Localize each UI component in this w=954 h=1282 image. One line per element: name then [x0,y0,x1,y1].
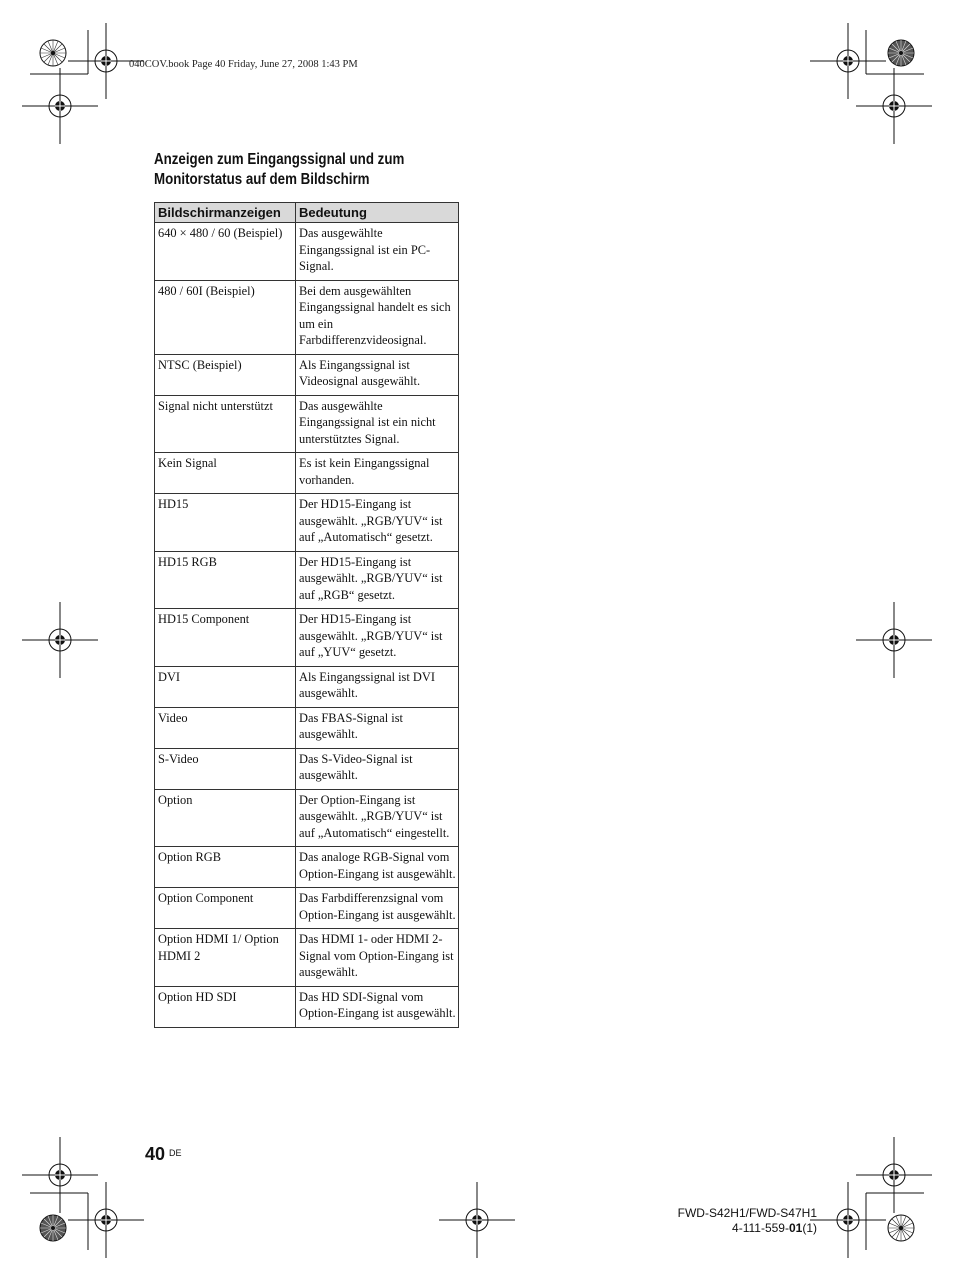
cell-display: Option [155,789,296,847]
cell-meaning: Der Option-Eingang ist ausgewählt. „RGB/YUV“ ist auf „Automatisch“ eingestellt. [296,789,459,847]
table-row [155,666,459,707]
section-title [154,150,429,190]
table-row [155,223,459,281]
cell-display: 480 / 60I (Beispiel) [155,280,296,354]
page-number: 40 [145,1144,166,1164]
table-row [155,280,459,354]
table-row [155,354,459,395]
table-row [155,494,459,552]
table-row [155,929,459,987]
table-row [155,609,459,667]
cell-display: HD15 [155,494,296,552]
cell-meaning: Es ist kein Eingangssignal vorhanden. [296,453,459,494]
cell-display: Option Component [155,888,296,929]
cell-meaning: Das HDMI 1- oder HDMI 2-Signal vom Option-Eingang ist ausgewählt. [296,929,459,987]
model-info [678,1206,817,1236]
document-code-bold: 01 [788,1221,803,1235]
cell-display: NTSC (Beispiel) [155,354,296,395]
table-row [155,453,459,494]
table-row [155,888,459,929]
cell-meaning: Der HD15-Eingang ist ausgewählt. „RGB/YUV“ ist auf „RGB“ gesetzt. [296,551,459,609]
table-row [155,395,459,453]
cell-display: DVI [155,666,296,707]
cell-display: HD15 RGB [155,551,296,609]
cell-meaning: Das HD SDI-Signal vom Option-Eingang ist ausgewählt. [296,986,459,1027]
column-header-meaning: Bedeutung [296,203,459,223]
cell-meaning: Das ausgewählte Eingangssignal ist ein nicht unterstütztes Signal. [296,395,459,453]
section-title-line-2: Monitorstatus auf dem Bildschirm [154,171,370,188]
table-row [155,847,459,888]
cell-meaning: Das Farbdifferenzsignal vom Option-Eingang ist ausgewählt. [296,888,459,929]
model-name: FWD-S42H1/FWD-S47H1 [677,1206,817,1220]
table-row [155,789,459,847]
cell-display: HD15 Component [155,609,296,667]
document-code-prefix: 4-111-559- [732,1221,789,1235]
cell-meaning: Als Eingangssignal ist Videosignal ausgewählt. [296,354,459,395]
cell-meaning: Das S-Video-Signal ist ausgewählt. [296,748,459,789]
signal-status-table [154,202,459,1028]
section-title-line-1: Anzeigen zum Eingangssignal und zum [154,151,405,168]
book-info-header: 040COV.book Page 40 Friday, June 27, 2008 1:43 PM [129,59,358,70]
cell-meaning: Der HD15-Eingang ist ausgewählt. „RGB/YUV“ ist auf „YUV“ gesetzt. [296,609,459,667]
cell-display: Video [155,707,296,748]
cell-meaning: Das analoge RGB-Signal vom Option-Eingang ist ausgewählt. [296,847,459,888]
cell-meaning: Bei dem ausgewählten Eingangssignal handelt es sich um ein Farbdifferenzvideosignal. [296,280,459,354]
cell-display: Option HD SDI [155,986,296,1027]
table-row [155,707,459,748]
cell-display: Option HDMI 1/ Option HDMI 2 [155,929,296,987]
column-header-display: Bildschirmanzeigen [155,203,296,223]
cell-meaning: Der HD15-Eingang ist ausgewählt. „RGB/YUV“ ist auf „Automatisch“ gesetzt. [296,494,459,552]
cell-display: Option RGB [155,847,296,888]
table-header-row [155,203,459,223]
cell-meaning: Als Eingangssignal ist DVI ausgewählt. [296,666,459,707]
table-row [155,748,459,789]
table-row [155,986,459,1027]
cell-meaning: Das FBAS-Signal ist ausgewählt. [296,707,459,748]
cell-display: Kein Signal [155,453,296,494]
table-row [155,551,459,609]
document-code [678,1221,817,1236]
cell-display: Signal nicht unterstützt [155,395,296,453]
cell-meaning: Das ausgewählte Eingangssignal ist ein PC-Signal. [296,223,459,281]
cell-display: S-Video [155,748,296,789]
document-code-suffix: (1) [802,1221,817,1235]
cell-display: 640 × 480 / 60 (Beispiel) [155,223,296,281]
page-language-code: DE [169,1148,182,1158]
